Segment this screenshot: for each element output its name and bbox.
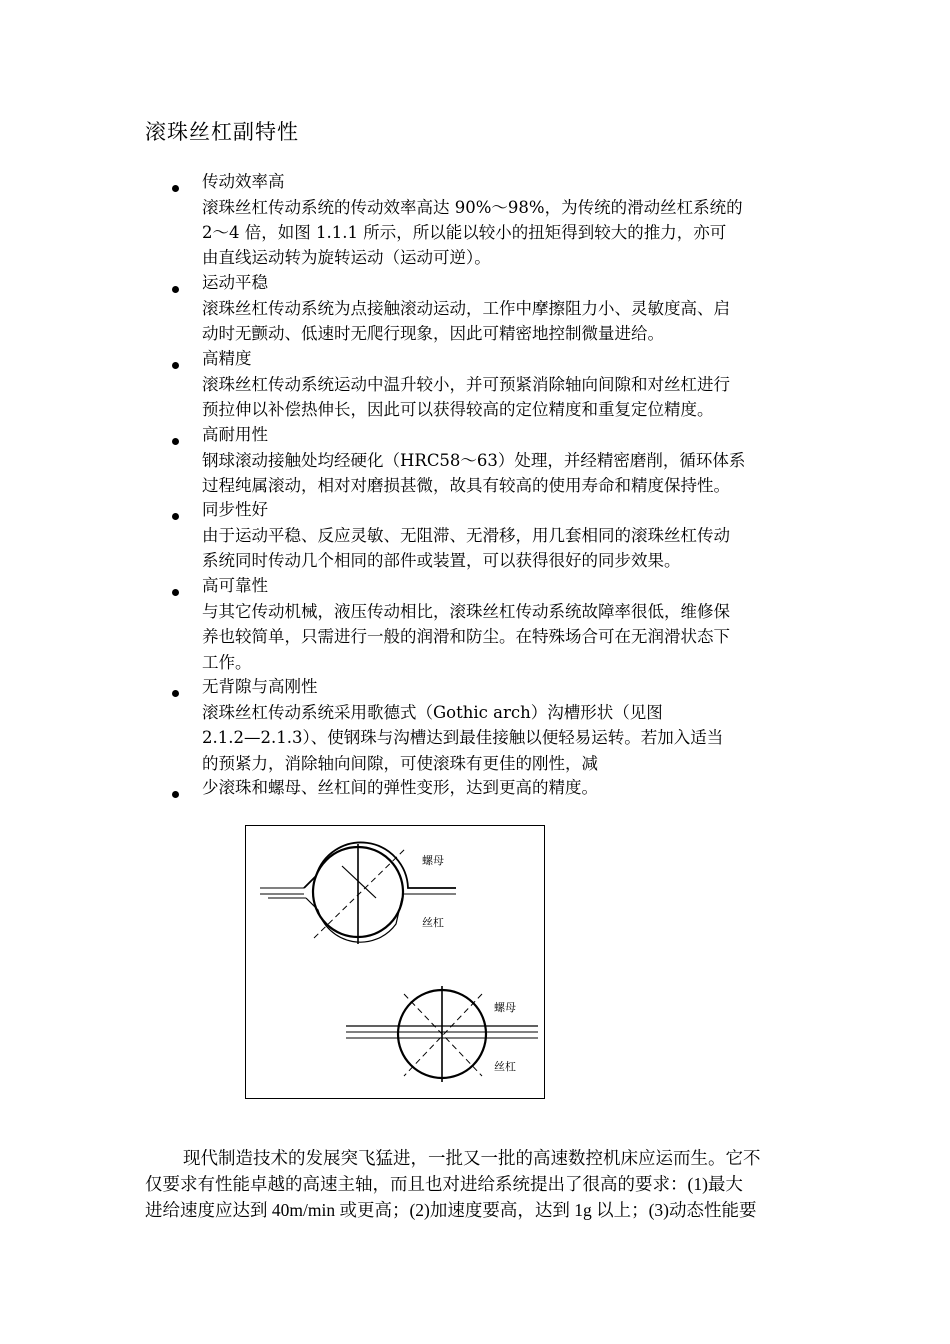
groove-diagram: [246, 826, 544, 1098]
bullet-icon: [172, 362, 179, 369]
feature-text: 预拉伸以补偿热伸长，因此可以获得较高的定位精度和重复定位精度。: [202, 400, 714, 419]
feature-heading: 运动平稳: [202, 273, 268, 292]
feature-text: 过程纯属滚动，相对对磨损甚微，故具有较高的使用寿命和精度保持性。: [202, 476, 730, 495]
feature-heading: 高耐用性: [202, 425, 268, 444]
feature-text: 钢球滚动接触处均经硬化（HRC58～63）处理，并经精密磨削，循环体系: [202, 451, 746, 470]
paragraph-line: 进给速度应达到 40m/min 或更高；(2)加速度要高，达到 1g 以上；(3)动态性能要: [145, 1200, 757, 1220]
bottom-nut-label: 螺母: [494, 1001, 516, 1014]
bullet-icon: [172, 791, 179, 798]
top-screw-label: 丝杠: [422, 916, 444, 929]
feature-text: 由于运动平稳、反应灵敏、无阻滞、无滑移，用几套相同的滚珠丝杠传动: [202, 526, 730, 545]
feature-heading: 同步性好: [202, 500, 268, 519]
bullet-icon: [172, 513, 179, 520]
paragraph-line: 现代制造技术的发展突飞猛进，一批又一批的高速数控机床应运而生。它不: [183, 1148, 761, 1168]
feature-text: 工作。: [202, 653, 252, 672]
feature-text: 少滚珠和螺母、丝杠间的弹性变形，达到更高的精度。: [202, 778, 598, 797]
feature-heading: 无背隙与高刚性: [202, 677, 318, 696]
bullet-icon: [172, 438, 179, 445]
paragraph-line: 仅要求有性能卓越的高速主轴，而且也对进给系统提出了很高的要求：(1)最大: [145, 1174, 743, 1194]
feature-text: 养也较简单，只需进行一般的润滑和防尘。在特殊场合可在无润滑状态下: [202, 627, 730, 646]
feature-text: 的预紧力，消除轴向间隙，可使滚珠有更佳的刚性，减: [202, 754, 598, 773]
bullet-icon: [172, 185, 179, 192]
feature-text: 滚珠丝杠传动系统的传动效率高达 90%～98%，为传统的滑动丝杠系统的: [202, 198, 743, 217]
bullet-icon: [172, 690, 179, 697]
page-title: 滚珠丝杠副特性: [145, 120, 299, 144]
feature-text: 由直线运动转为旋转运动（运动可逆）。: [202, 248, 491, 267]
bullet-icon: [172, 286, 179, 293]
feature-text: 与其它传动机械，液压传动相比，滚珠丝杠传动系统故障率很低，维修保: [202, 602, 730, 621]
bullet-icon: [172, 589, 179, 596]
feature-text: 滚珠丝杠传动系统为点接触滚动运动，工作中摩擦阻力小、灵敏度高、启: [202, 299, 730, 318]
gothic-arch-figure: [245, 825, 545, 1099]
feature-heading: 高可靠性: [202, 576, 268, 595]
feature-heading: 传动效率高: [202, 172, 285, 191]
feature-heading: 高精度: [202, 349, 252, 368]
feature-text: 2.1.2—2.1.3）、使钢珠与沟槽达到最佳接触以便轻易运转。若加入适当: [202, 728, 724, 747]
top-nut-label: 螺母: [422, 854, 444, 867]
feature-text: 动时无颤动、低速时无爬行现象，因此可精密地控制微量进给。: [202, 324, 664, 343]
feature-text: 系统同时传动几个相同的部件或装置，可以获得很好的同步效果。: [202, 551, 681, 570]
bottom-screw-label: 丝杠: [494, 1060, 516, 1073]
feature-text: 滚珠丝杠传动系统运动中温升较小，并可预紧消除轴向间隙和对丝杠进行: [202, 375, 730, 394]
feature-text: 滚珠丝杠传动系统采用歌德式（Gothic arch）沟槽形状（见图: [202, 703, 663, 722]
feature-text: 2～4 倍，如图 1.1.1 所示，所以能以较小的扭矩得到较大的推力，亦可: [202, 223, 727, 242]
